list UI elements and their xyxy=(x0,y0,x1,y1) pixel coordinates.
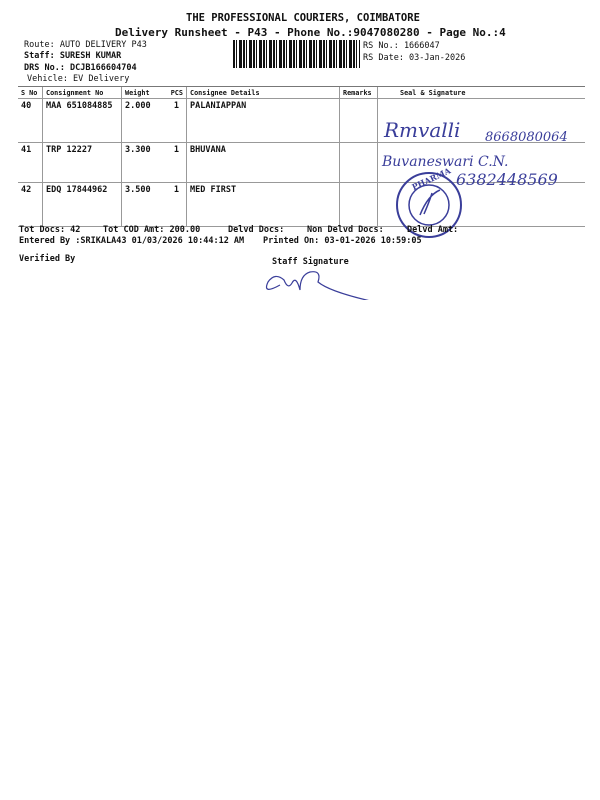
col-consignee: Consignee Details xyxy=(187,87,340,98)
col-remarks: Remarks xyxy=(340,87,378,98)
tot-docs: Tot Docs: 42 xyxy=(19,225,81,235)
cell-pcs: 1 xyxy=(173,145,179,155)
handwritten-phone-1: 8668080064 xyxy=(485,130,568,145)
cell-consignment: EDQ 17844962 xyxy=(43,183,122,226)
col-pcs: PCS xyxy=(170,89,183,97)
tot-cod-amt: Tot COD Amt: 200.00 xyxy=(103,225,201,235)
route: Route: AUTO DELIVERY P43 xyxy=(24,40,147,50)
staff-signature-mark xyxy=(267,272,376,300)
cell-pcs: 1 xyxy=(173,185,179,195)
cell-sno: 42 xyxy=(18,183,43,226)
handwritten-phone-2: 6382448569 xyxy=(456,170,558,189)
rs-no: RS No.: 1666047 xyxy=(363,41,440,51)
rs-date: RS Date: 03-Jan-2026 xyxy=(363,53,466,63)
runsheet-title: Delivery Runsheet - P43 - Phone No.:9047080280 - Page No.:4 xyxy=(115,26,506,39)
delvd-amt: Delvd Amt: xyxy=(407,225,459,235)
verified-by: Verified By xyxy=(19,254,76,264)
cell-consignment: MAA 651084885 xyxy=(43,99,122,142)
cell-weight: 3.500 xyxy=(125,185,151,195)
staff: Staff: SURESH KUMAR xyxy=(24,51,122,61)
delvd-docs: Delvd Docs: xyxy=(228,225,285,235)
cell-sno: 41 xyxy=(18,143,43,182)
col-sno: S No xyxy=(18,87,43,98)
cell-consignee: MED FIRST xyxy=(187,183,340,226)
entered-by: Entered By :SRIKALA43 01/03/2026 10:44:12 AM xyxy=(19,236,245,246)
vehicle: Vehicle: EV Delivery xyxy=(27,74,130,84)
col-consignment: Consignment No xyxy=(43,87,122,98)
col-weight: Weight xyxy=(125,89,150,97)
cell-weight: 3.300 xyxy=(125,145,151,155)
cell-sno: 40 xyxy=(18,99,43,142)
staff-signature-label: Staff Signature xyxy=(272,257,349,267)
non-delvd-docs: Non Delvd Docs: xyxy=(307,225,384,235)
drs-no: DRS No.: DCJB166604704 xyxy=(24,63,137,73)
cell-consignee: BHUVANA xyxy=(187,143,340,182)
cell-consignment: TRP 12227 xyxy=(43,143,122,182)
handwriting-overlay xyxy=(0,0,600,300)
printed-on: Printed On: 03-01-2026 10:59:05 xyxy=(263,236,422,246)
cell-pcs: 1 xyxy=(173,101,179,111)
cell-weight: 2.000 xyxy=(125,101,151,111)
stamp-text: PHARMA xyxy=(410,165,453,193)
col-seal: Seal & Signature xyxy=(400,89,466,97)
handwritten-signature-1: Rmvalli xyxy=(384,118,461,142)
handwritten-signature-2: Buvaneswari C.N. xyxy=(382,154,509,170)
cell-consignee: PALANIAPPAN xyxy=(187,99,340,142)
company-title: THE PROFESSIONAL COURIERS, COIMBATORE xyxy=(186,12,420,24)
